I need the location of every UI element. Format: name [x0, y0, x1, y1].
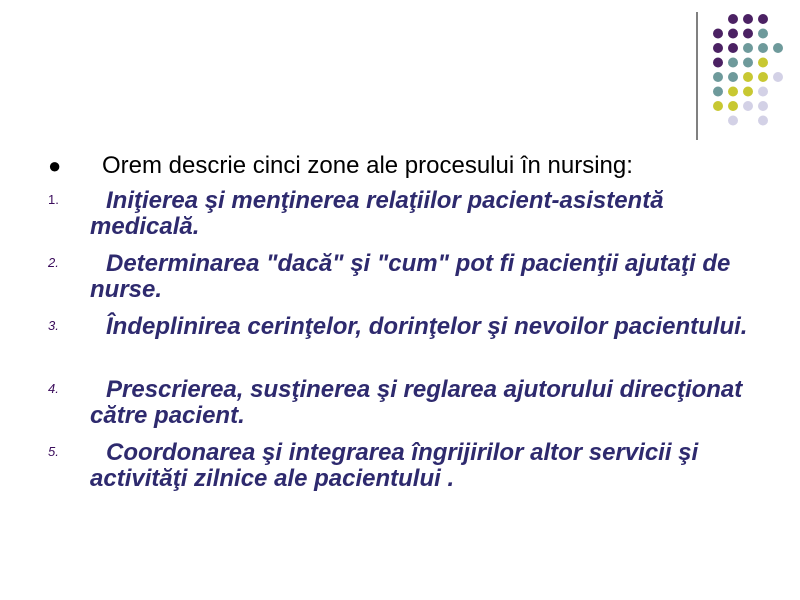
decoration-dot [713, 72, 723, 82]
list-number: 3. [48, 318, 59, 333]
list-number: 5. [48, 444, 59, 459]
list-item-text: Iniţierea şi menţinerea relaţiilor pacient-asistentă medicală. [90, 187, 664, 240]
decoration-dot [728, 43, 738, 53]
decoration-dot [758, 43, 768, 53]
decoration-dot [728, 72, 738, 82]
decoration-dot [728, 101, 738, 111]
decoration-dot [728, 87, 738, 97]
decoration-dot [728, 58, 738, 68]
decoration-dot [758, 29, 768, 39]
decoration-dot [758, 58, 768, 68]
decoration-dot [743, 72, 753, 82]
list-number: 1. [48, 192, 59, 207]
numbered-list [0, 188, 800, 503]
decoration-dot [743, 101, 753, 111]
list-item [0, 188, 800, 251]
decoration-dot [758, 87, 768, 97]
decoration-dot [773, 43, 783, 53]
decoration-dot [758, 72, 768, 82]
decoration-dot [758, 101, 768, 111]
list-item [0, 377, 800, 440]
decoration-dot [773, 72, 783, 82]
decoration-dot [758, 14, 768, 24]
list-item-text: Îndeplinirea cerinţelor, dorinţelor şi nevoilor pacientului. [106, 313, 748, 340]
list-item-text: Determinarea "dacă" şi "cum" pot fi pacienţii ajutaţi de nurse. [90, 250, 731, 303]
list-item-text: Coordonarea şi integrarea îngrijirilor altor servicii şi activităţi zilnice ale pacientului . [90, 439, 699, 492]
intro-text: Orem descrie cinci zone ale procesului în nursing: [102, 152, 633, 179]
decoration-dot [728, 14, 738, 24]
list-item [0, 251, 800, 314]
decoration-dot [758, 116, 768, 126]
decoration-dot [743, 43, 753, 53]
decoration-dot [743, 87, 753, 97]
dot-grid-decoration-icon [0, 0, 800, 140]
decoration-dot [728, 116, 738, 126]
list-number: 4. [48, 381, 59, 396]
decoration-dot [713, 101, 723, 111]
list-item [0, 440, 800, 503]
list-item [0, 314, 800, 377]
intro-line [0, 150, 800, 184]
list-number: 2. [48, 255, 59, 270]
decoration-dot [713, 43, 723, 53]
decoration-dot [743, 58, 753, 68]
decoration-dot [713, 29, 723, 39]
list-item-text: Prescrierea, susţinerea şi reglarea ajutorului direcţionat către pacient. [90, 376, 743, 429]
decoration-dot [743, 29, 753, 39]
decoration-dot [743, 14, 753, 24]
decoration-dot [713, 87, 723, 97]
decoration-dot [713, 58, 723, 68]
bullet-icon: ● [48, 153, 62, 178]
decoration-dot [728, 29, 738, 39]
